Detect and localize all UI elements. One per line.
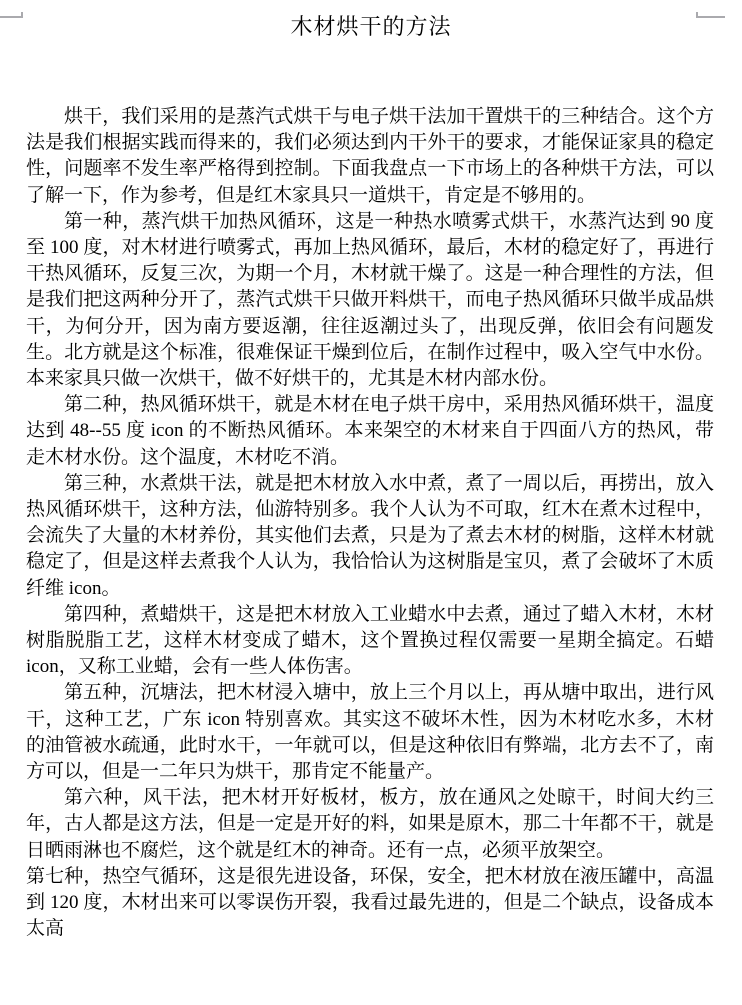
- page-corner-mark-top-right-vertical: [696, 12, 698, 18]
- document-title: 木材烘干的方法: [290, 14, 452, 39]
- paragraph-method-7: 第七种，热空气循环，这是很先进设备，环保，安全，把木材放在液压罐中，高温到 120 度，木材出来可以零误伤开裂，我看过最先进的，但是二个缺点，设备成本太高: [26, 865, 714, 940]
- page-corner-mark-top-left-vertical: [21, 12, 23, 18]
- paragraph-method-5: 第五种，沉塘法，把木材浸入塘中，放上三个月以上，再从塘中取出，进行风干，这种工艺，广东 icon 特别喜欢。其实这不破坏木性，因为木材吃水多，木材的油管被水疏通，此时水干，一年就可以，但是这种依旧有弊端，北方去不了，南方可以，但是一二年只为烘干，那肯定不能量产。: [26, 682, 714, 783]
- paragraph-method-6: 第六种，风干法，把木材开好板材，板方，放在通风之处晾干，时间大约三年，古人都是这方法，但是一定是开好的料，如果是原木，那二十年都不干，就是日晒雨淋也不腐烂，这个就是红木的神奇。还有一点，必须平放架空。: [26, 787, 714, 861]
- paragraph-method-2: 第二种，热风循环烘干，就是木材在电子烘干房中，采用热风循环烘干，温度达到 48--55 度 icon 的不断热风循环。本来架空的木材来自于四面八方的热风，带走木材水份。这个温度，木材吃不消。: [26, 394, 714, 468]
- paragraph-intro: 烘干，我们采用的是蒸汽式烘干与电子烘干法加干置烘干的三种结合。这个方法是我们根据实践而得来的，我们必须达到内干外干的要求，才能保证家具的稳定性，问题率不发生率严格得到控制。下面我盘点一下市场上的各种烘干方法，可以了解一下，作为参考，但是红木家具只一道烘干，肯定是不够用的。: [26, 106, 714, 206]
- page-corner-mark-top-right-horizontal: [696, 16, 725, 18]
- paragraph-method-1: 第一种，蒸汽烘干加热风循环，这是一种热水喷雾式烘干，水蒸汽达到 90 度至 100 度，对木材进行喷雾式，再加上热风循环，最后，木材的稳定好了，再进行干热风循环，反复三次，为期一个月，木材就干燥了。这是一种合理性的方法，但是我们把这两种分开了，蒸汽式烘干只做开料烘干，而电子热风循环只做半成品烘干，为何分开，因为南方要返潮，往往返潮过头了，出现反弹，依旧会有问题发生。北方就是这个标准，很难保证干燥到位后，在制作过程中，吸入空气中水份。本来家具只做一次烘干，做不好烘干的，尤其是木材内部水份。: [26, 210, 714, 390]
- paragraph-method-4: 第四种，煮蜡烘干，这是把木材放入工业蜡水中去煮，通过了蜡入木材，木材树脂脱脂工艺，这样木材变成了蜡木，这个置换过程仅需要一星期全搞定。石蜡 icon，又称工业蜡，会有一些人体伤害。: [26, 603, 714, 678]
- paragraph-method-3: 第三种，水煮烘干法，就是把木材放入水中煮，煮了一周以后，再捞出，放入热风循环烘干，这种方法，仙游特别多。我个人认为不可取，红木在煮木过程中，会流失了大量的木材养份，其实他们去煮，只是为了煮去木材的树脂，这样木材就稳定了，但是这样去煮我个人认为，我恰恰认为这树脂是宝贝，煮了会破坏了木质纤维 icon。: [26, 472, 714, 599]
- document-page: [0, 12, 742, 1005]
- document-body: [26, 104, 714, 943]
- page-corner-mark-top-left-horizontal: [0, 16, 22, 18]
